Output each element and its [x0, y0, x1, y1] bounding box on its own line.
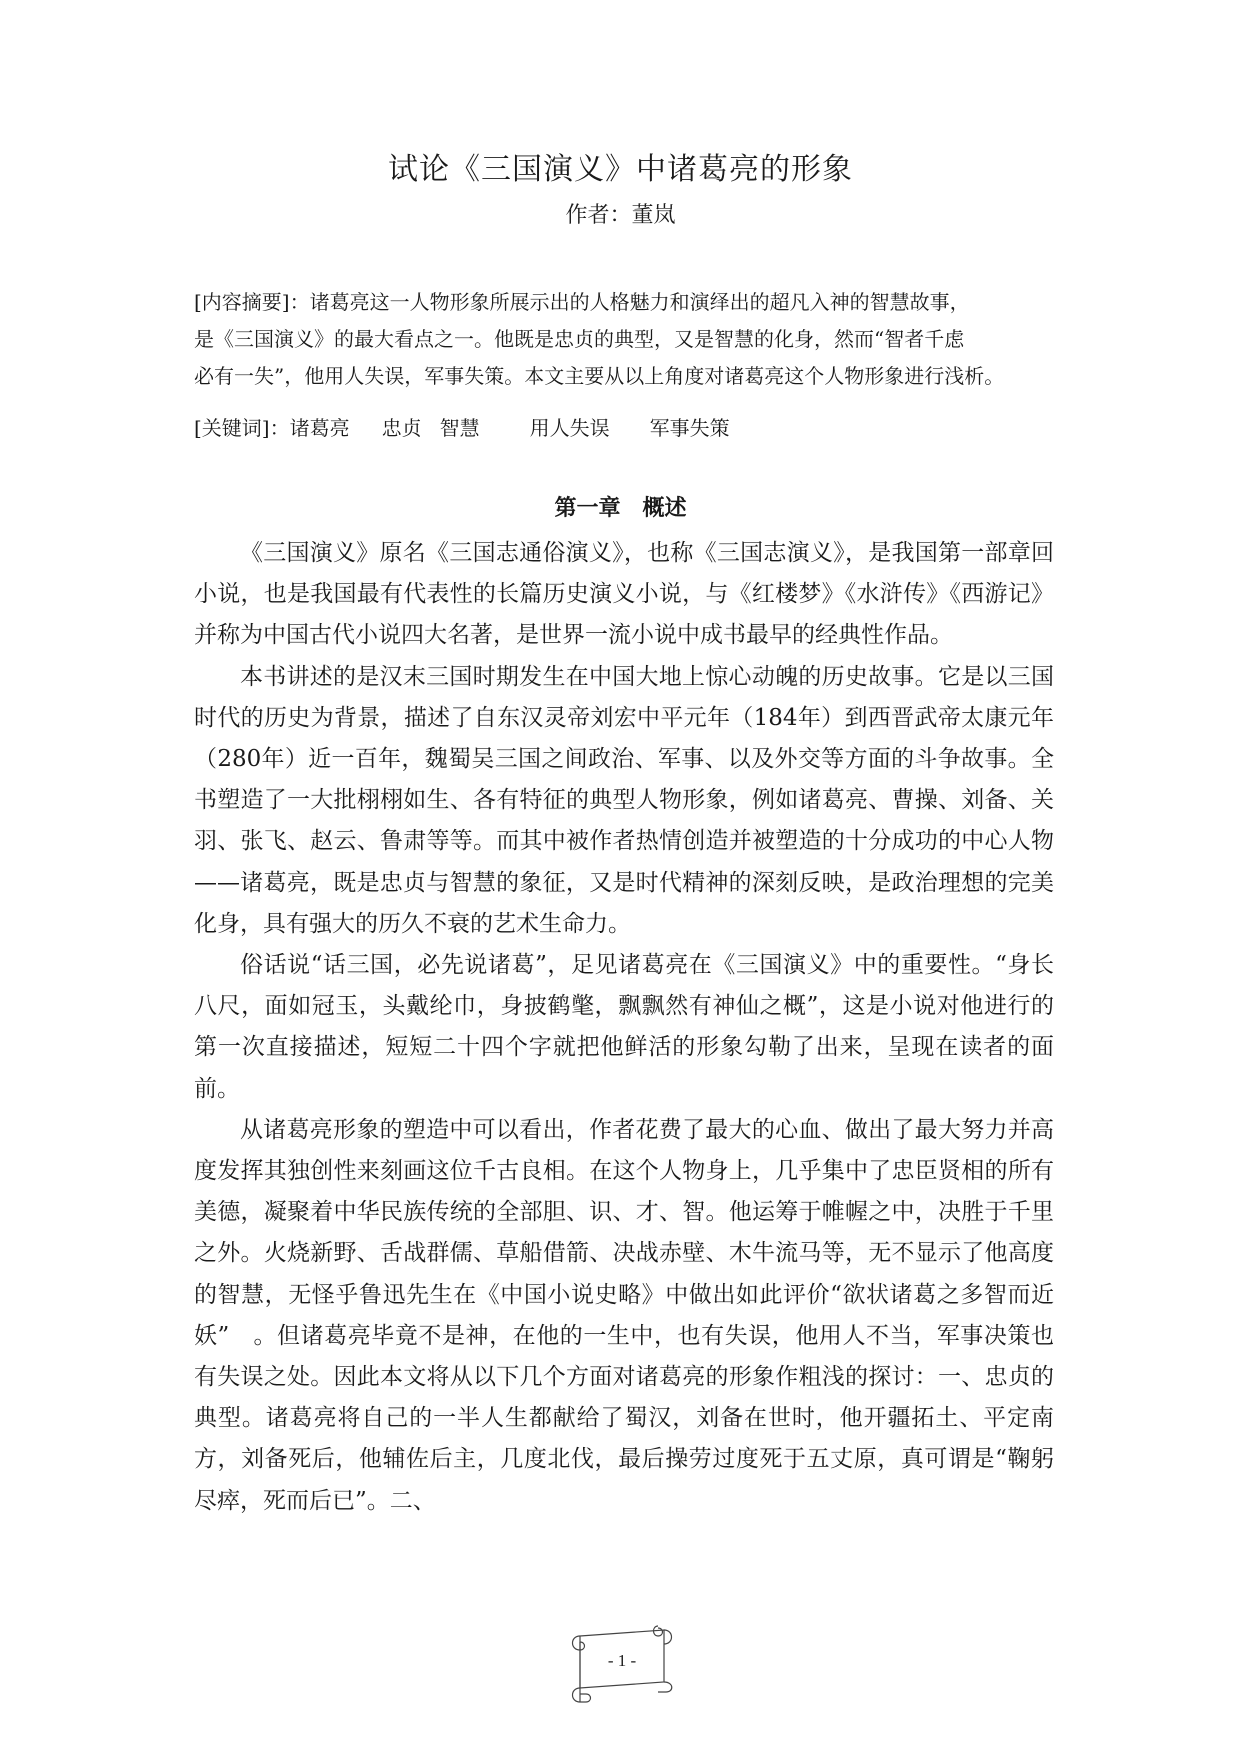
body-paragraph: 从诸葛亮形象的塑造中可以看出，作者花费了最大的心血、做出了最大努力并高度发挥其独创性来刻画这位千古良相。在这个人物身上，几乎集中了忠臣贤相的所有美德，凝聚着中华民族传统的全部胆、识、才、智。他运筹于帷幄之中，决胜于千里之外。火烧新野、舌战群儒、草船借箭、决战赤壁、木牛流马等，无不显示了他高度的智慧，无怪乎鲁迅先生在《中国小说史略》中做出如此评价“欲状诸葛之多智而近妖” 。但诸葛亮毕竟不是神，在他的一生中，也有失误，他用人不当，军事决策也有失误之处。因此本文将从以下几个方面对诸葛亮的形象作粗浅的探讨：一、忠贞的典型。诸葛亮将自己的一半人生都献给了蜀汉，刘备在世时，他开疆拓土、平定南方，刘备死后，他辅佐后主，几度北伐，最后操劳过度死于五丈原，真可谓是“鞠躬尽瘁，死而后已”。二、 [194, 1116, 1054, 1514]
abstract-line: 是《三国演义》的最大看点之一。他既是忠贞的典型，又是智慧的化身，然而“智者千虑 [194, 327, 965, 351]
page-number-scroll [566, 1622, 678, 1704]
keyword: 诸葛亮 [289, 416, 350, 440]
keyword: 忠贞 [381, 416, 422, 440]
keyword: 用人失误 [529, 416, 610, 440]
abstract-line: 必有一失”，他用人失误，军事失策。本文主要从以上角度对诸葛亮这个人物形象进行浅析。 [194, 364, 1005, 388]
document-title: 试论《三国演义》中诸葛亮的形象 [388, 152, 853, 187]
body-text [194, 533, 1054, 1522]
keyword: 军事失策 [649, 416, 730, 440]
keyword: 智慧 [439, 416, 480, 440]
keywords-line [194, 413, 730, 443]
abstract-block [194, 284, 1054, 395]
abstract-line: [内容摘要]：诸葛亮这一人物形象所展示出的人格魅力和演绎出的超凡入神的智慧故事， [194, 290, 970, 314]
keywords-label: [关键词]： [194, 416, 290, 440]
page-number: - 1 - [607, 1651, 637, 1670]
body-paragraph: 《三国演义》原名《三国志通俗演义》，也称《三国志演义》，是我国第一部章回小说，也是我国最有代表性的长篇历史演义小说，与《红楼梦》《水浒传》《西游记》并称为中国古代小说四大名著，是世界一流小说中成书最早的经典性作品。 [194, 540, 1054, 649]
body-paragraph: 本书讲述的是汉末三国时期发生在中国大地上惊心动魄的历史故事。它是以三国时代的历史为背景，描述了自东汉灵帝刘宏中平元年（184年）到西晋武帝太康元年（280年）近一百年，魏蜀吴三国之间政治、军事、以及外交等方面的斗争故事。全书塑造了一大批栩栩如生、各有特征的典型人物形象，例如诸葛亮、曹操、刘备、关羽、张飞、赵云、鲁肃等等。而其中被作者热情创造并被塑造的十分成功的中心人物——诸葛亮，既是忠贞与智慧的象征，又是时代精神的深刻反映，是政治理想的完美化身，具有强大的历久不衰的艺术生命力。 [194, 663, 1054, 937]
chapter-heading: 第一章 概述 [554, 495, 687, 521]
author-line: 作者：董岚 [565, 203, 676, 228]
body-paragraph: 俗话说“话三国，必先说诸葛”，足见诸葛亮在《三国演义》中的重要性。“身长八尺，面如冠玉，头戴纶巾，身披鹤氅，飘飘然有神仙之概”，这是小说对他进行的第一次直接描述，短短二十四个字就把他鲜活的形象勾勒了出来，呈现在读者的面前。 [194, 952, 1054, 1102]
